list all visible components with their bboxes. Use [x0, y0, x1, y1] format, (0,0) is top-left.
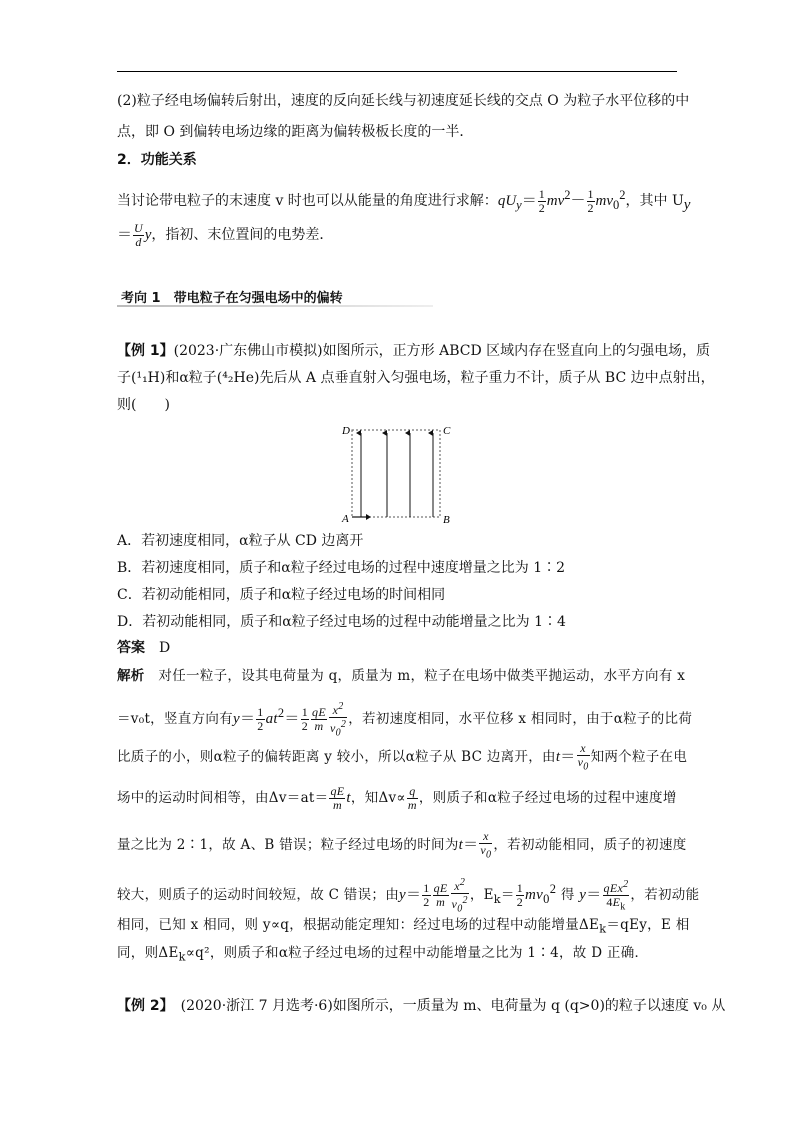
- label-c: C: [443, 425, 451, 437]
- option-c: C．若初动能相同，质子和α粒子经过电场的时间相同: [117, 587, 446, 603]
- label-d: D: [342, 425, 350, 437]
- label-b: B: [443, 514, 450, 526]
- example1-line1: 【例 1】(2023·广东佛山市模拟)如图所示，正方形 ABCD 区域内存在竖直向上的匀强电场，质: [117, 343, 711, 359]
- example2-line1: 【例 2】 (2020·浙江 7 月选考·6)如图所示，一质量为 m、电荷量为 q (q>0)的粒子以速度 v₀ 从: [117, 998, 726, 1014]
- solution-line7: 相同，已知 x 相同，则 y∝q，根据动能定理知：经过电场的过程中动能增量$\Delta E_k=qEy$，E 相: [117, 917, 690, 936]
- solution-line2: ＝v₀t，竖直方向有y＝ $\frac{1}{2}$ $at^2=$ $\frac{1}{2}$ $\frac{qE}{m}$ $\frac{x^2}{v_0^2}$ ，若初速度相同，水平位移 x 相同时，由于α粒子的比荷: [117, 701, 693, 739]
- paragraph-line: 点，即 O 到偏转电场边缘的距离为偏转极板长度的一半．: [117, 124, 474, 140]
- square-region: [352, 430, 440, 517]
- section-heading: [117, 287, 433, 307]
- example2-label: 【例 2】: [117, 998, 167, 1014]
- section-title: 考向 1 带电粒子在匀强电场中的偏转: [121, 291, 343, 306]
- option-a: A．若初速度相同，α粒子从 CD 边离开: [117, 533, 364, 549]
- solution-line6: 较大，则质子的运动时间较短，故 C 错误；由y＝ $\frac{1}{2}$ $\frac{qE}{m}$ $\frac{x^2}{v_0^2}$ ，$E_k=$ $\frac{1}{2}$ $mv_0^2$ 得 y＝ $\frac{qEx^2}{4E_k}$ ，若初动能: [117, 877, 700, 915]
- solution-line4: 场中的运动时间相等，由Δv＝at＝ $\frac{qE}{m}$ t，知Δv∝ $\frac{q}{m}$ ，则质子和α粒子经过电场的过程中速度增: [117, 784, 677, 813]
- label-a: A: [342, 513, 349, 525]
- energy-equation-line: 当讨论带电粒子的末速度 v 时也可以从能量的角度进行求解：$qU_y=$ $\frac{1}{2}$ $mv^2-$ $\frac{1}{2}$ $mv_0^2$，其中 $U_y$: [117, 187, 691, 216]
- example1-label: 【例 1】: [117, 343, 174, 359]
- solution-line1: 解析 对任一粒子，设其电荷量为 q，质量为 m，粒子在电场中做类平抛运动，水平方向有 x: [117, 668, 686, 684]
- answer-value: D: [159, 640, 171, 656]
- option-b: B．若初速度相同，质子和α粒子经过电场的过程中速度增量之比为 1∶2: [117, 560, 566, 576]
- solution-line8: 同，则$\Delta E_k\propto q^2$，则质子和α粒子经过电场的过程中动能增量之比为 1∶4，故 D 正确．: [117, 945, 649, 964]
- header-rule: [117, 71, 677, 72]
- example1-line3: 则( ): [117, 397, 170, 413]
- answer-line: [117, 635, 682, 661]
- answer-label: 答案: [117, 640, 145, 656]
- potential-difference-line: ＝ $\frac{U}{d}$ y，指初、末位置间的电势差．: [117, 221, 334, 250]
- paragraph-line: (2)粒子经电场偏转后射出，速度的反向延长线与初速度延长线的交点 O 为粒子水平位移的中: [117, 93, 690, 109]
- option-d: D．若初动能相同，质子和α粒子经过电场的过程中动能增量之比为 1∶4: [117, 614, 566, 630]
- solution-line3: 比质子的小，则α粒子的偏转距离 y 较小，所以α粒子从 BC 边离开，由t＝ $\frac{x}{v_0}$ 知两个粒子在电: [117, 741, 688, 773]
- subheading-energy: 2．功能关系: [117, 152, 197, 168]
- solution-line5: 量之比为 2∶1，故 A、B 错误；粒子经过电场的时间为t＝ $\frac{x}{v_0}$ ，若初动能相同，质子的初速度: [117, 829, 687, 861]
- field-diagram: [340, 420, 460, 526]
- solution-label: 解析: [117, 668, 145, 684]
- example1-line2: 子(¹₁H)和α粒子(⁴₂He)先后从 A 点垂直射入匀强电场，粒子重力不计，质子从 BC 边中点射出，: [117, 370, 715, 386]
